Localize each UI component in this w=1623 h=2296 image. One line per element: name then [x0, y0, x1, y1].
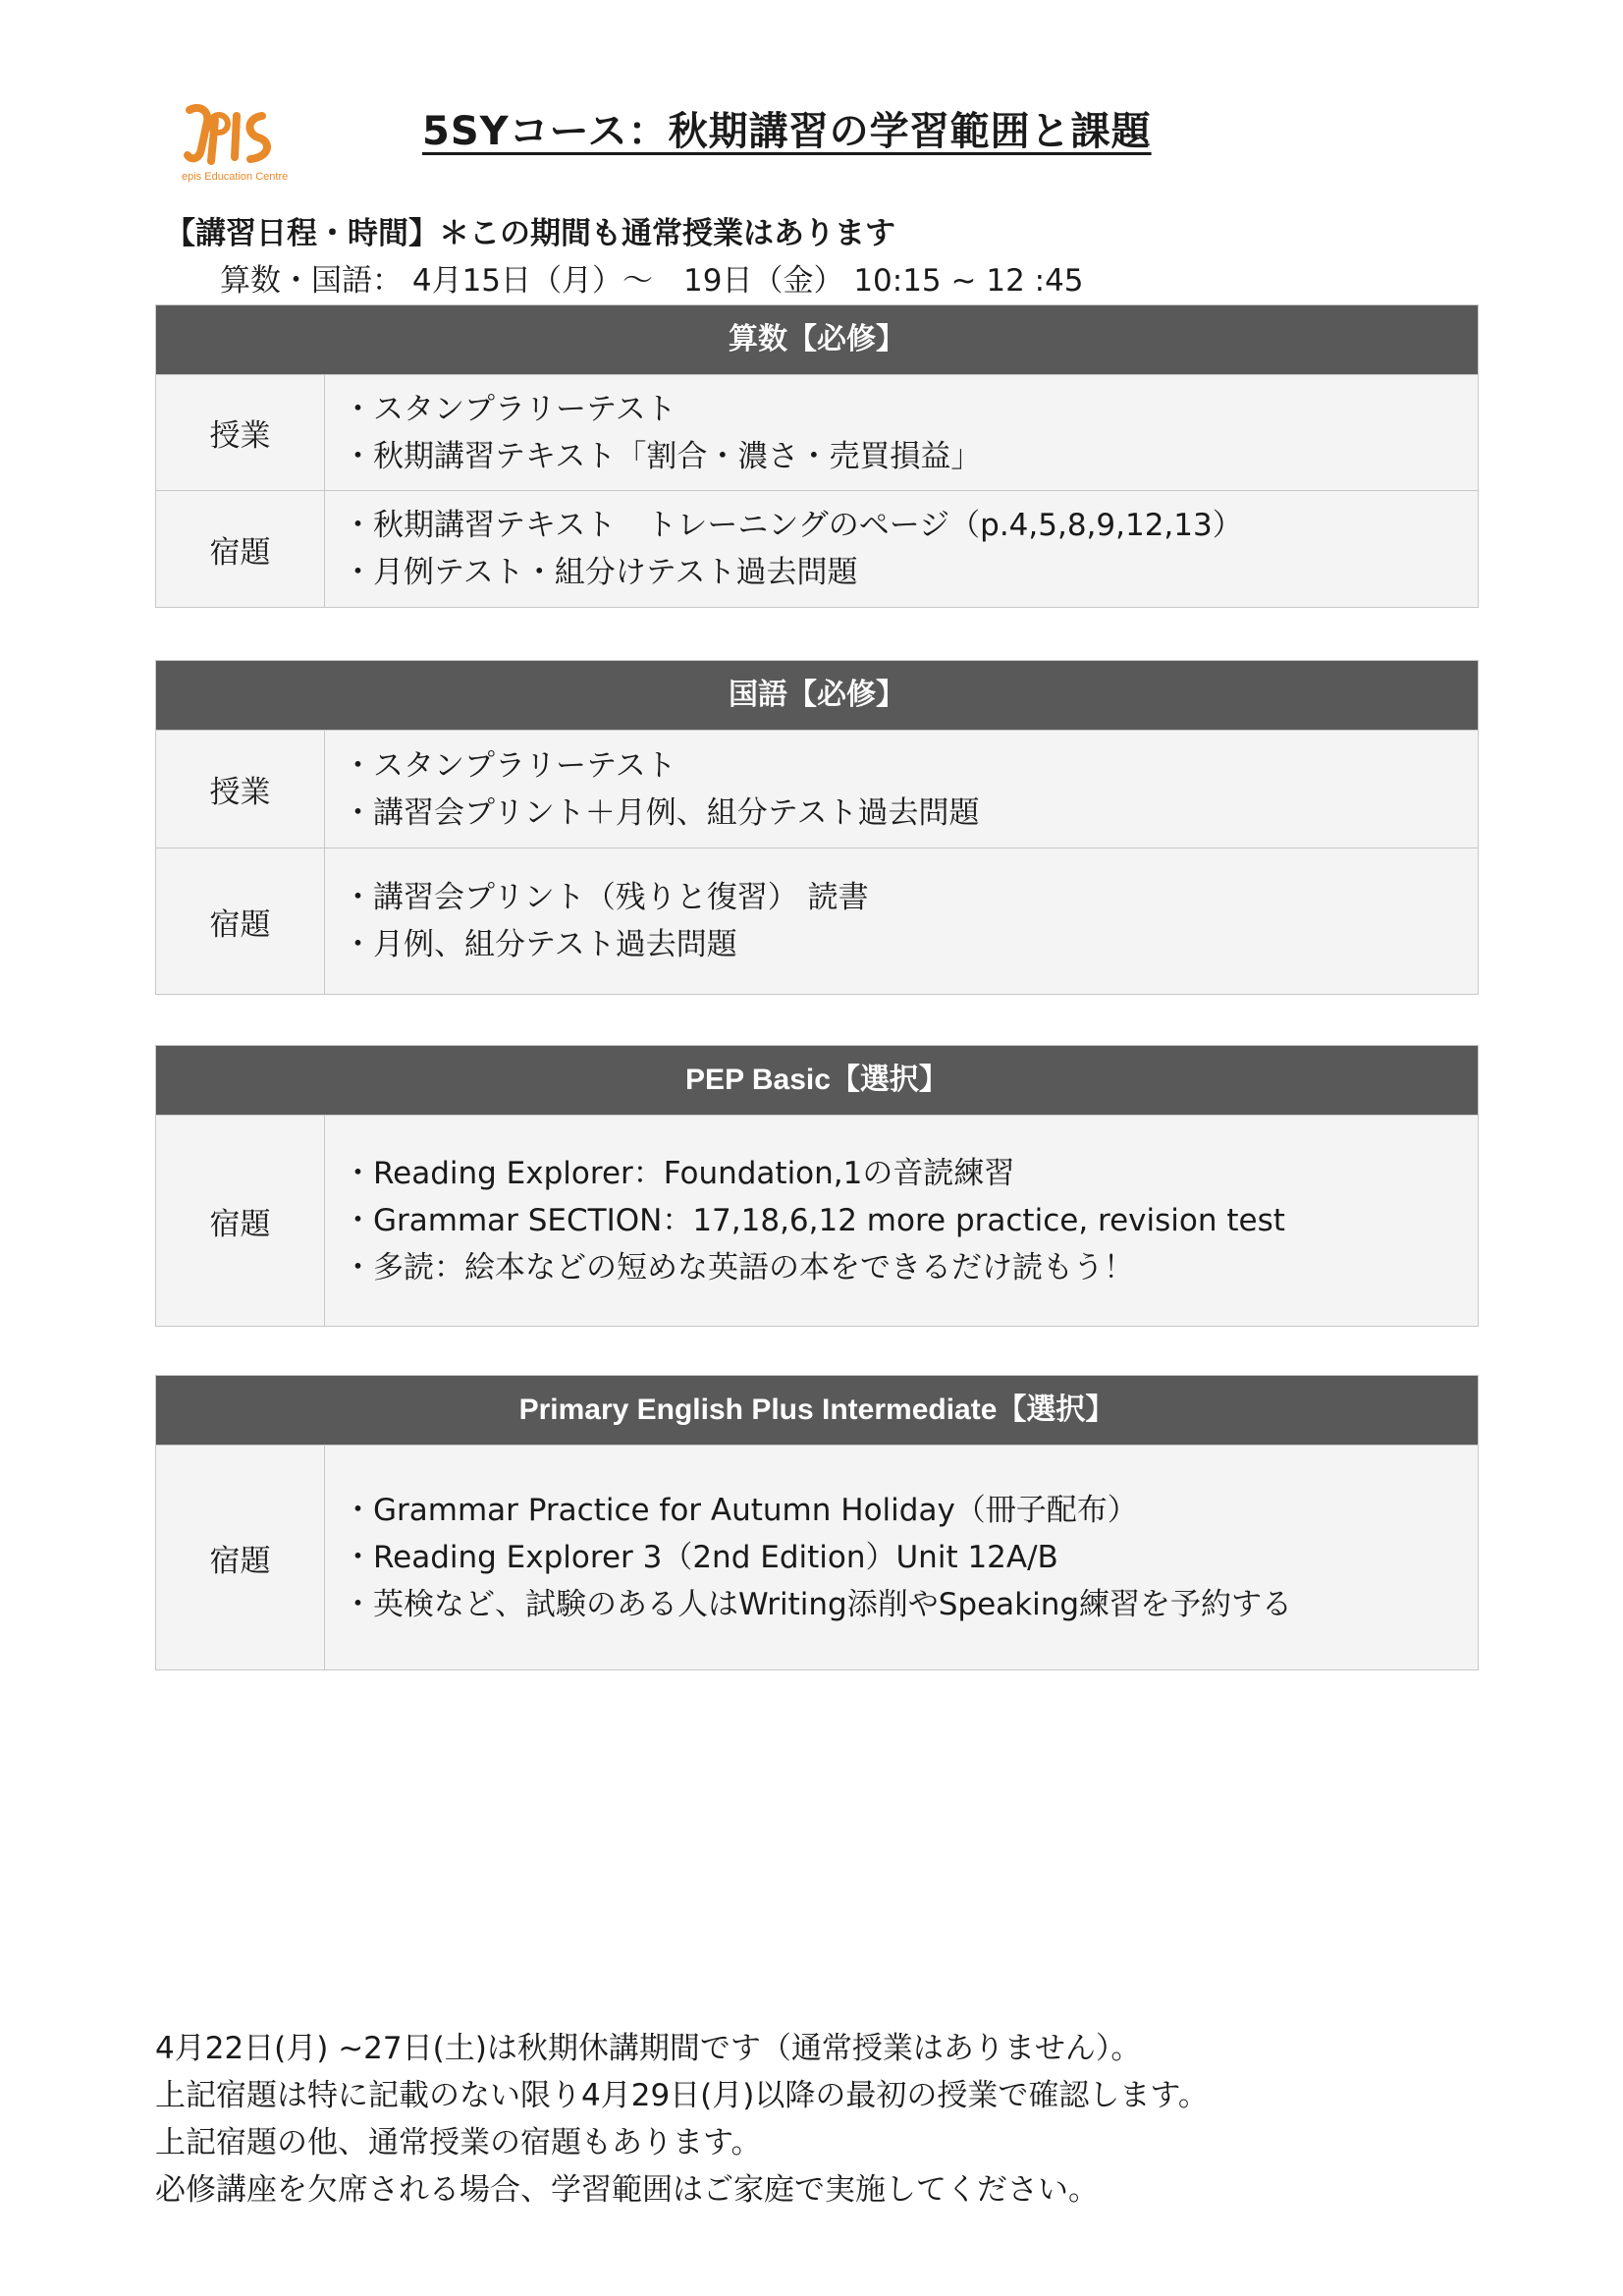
section-row-class — [156, 374, 1478, 490]
list-item: ・Reading Explorer 3（2nd Edition）Unit 12A/B — [343, 1540, 1058, 1575]
footer-notes — [155, 2025, 1209, 2214]
row-items — [325, 375, 1478, 490]
list-item: ・スタンプラリーテスト — [343, 747, 676, 784]
list-item: ・講習会プリント＋月例、組分テスト過去問題 — [343, 794, 980, 831]
section-header: PEP Basic【選択】 — [156, 1046, 1478, 1115]
section-row-class — [156, 730, 1478, 847]
section-row-homework — [156, 847, 1478, 994]
section-math — [155, 304, 1479, 608]
list-item: ・月例、組分テスト過去問題 — [343, 927, 737, 962]
page-title: 5SYコース：秋期講習の学習範囲と課題 — [422, 109, 1152, 154]
section-row-homework — [156, 490, 1478, 607]
row-items — [325, 1446, 1478, 1669]
logo-subtitle: epis Education Centre — [182, 171, 289, 183]
section-header: 国語【必修】 — [156, 661, 1478, 730]
list-item: ・秋期講習テキスト トレーニングのページ（p.4,5,8,9,12,13） — [343, 508, 1243, 543]
note-line: 上記宿題の他、通常授業の宿題もあります。 — [155, 2125, 762, 2160]
row-label: 宿題 — [156, 491, 325, 607]
section-japanese — [155, 660, 1479, 995]
row-label: 授業 — [156, 375, 325, 490]
section-header: 算数【必修】 — [156, 305, 1478, 374]
section-pep-basic — [155, 1045, 1479, 1327]
list-item: ・多読：絵本などの短めな英語の本をできるだけ読もう！ — [343, 1250, 1134, 1285]
section-row-homework — [156, 1445, 1478, 1669]
schedule-block — [165, 210, 1084, 304]
list-item: ・スタンプラリーテスト — [343, 391, 676, 427]
section-header: Primary English Plus Intermediate【選択】 — [156, 1376, 1478, 1445]
row-label: 授業 — [156, 731, 325, 847]
list-item: ・Grammar Practice for Autumn Holiday（冊子配布） — [343, 1493, 1138, 1528]
list-item: ・英検など、試験のある人はWriting添削やSpeaking練習を予約する — [343, 1587, 1293, 1622]
list-item: ・秋期講習テキスト「割合・濃さ・売買損益」 — [343, 438, 982, 474]
list-item: ・Grammar SECTION：17,18,6,12 more practice, revision test — [343, 1203, 1285, 1238]
note-line: 上記宿題は特に記載のない限り4月29日(月)以降の最初の授業で確認します。 — [155, 2078, 1209, 2113]
row-items — [325, 1116, 1478, 1326]
list-item: ・Reading Explorer：Foundation,1の音読練習 — [343, 1156, 1015, 1191]
epis-logo-mark — [182, 102, 299, 173]
note-line: 必修講座を欠席される場合、学習範囲はご家庭で実施してください。 — [155, 2172, 1099, 2208]
section-row-homework — [156, 1115, 1478, 1326]
row-label: 宿題 — [156, 1446, 325, 1669]
note-line: 4月22日(月) ~27日(土)は秋期休講期間です（通常授業はありません）。 — [155, 2031, 1142, 2066]
row-items — [325, 731, 1478, 847]
row-label: 宿題 — [156, 848, 325, 994]
row-items — [325, 848, 1478, 994]
epis-logo — [182, 102, 299, 191]
row-items — [325, 491, 1478, 607]
schedule-detail: 算数・国語： 4月15日（月）～ 19日（金） 10:15 ~ 12 :45 — [220, 263, 1084, 299]
list-item: ・講習会プリント（残りと復習） 読書 — [343, 880, 869, 915]
list-item: ・月例テスト・組分けテスト過去問題 — [343, 555, 858, 590]
section-primary-english-plus — [155, 1375, 1479, 1670]
schedule-heading: 【講習日程・時間】＊この期間も通常授業はあります — [165, 216, 895, 251]
row-label: 宿題 — [156, 1116, 325, 1326]
